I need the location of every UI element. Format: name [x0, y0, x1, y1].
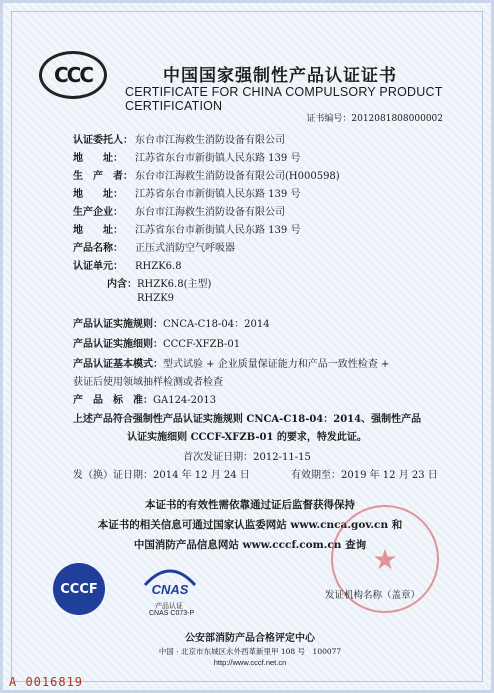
factory-row: [73, 203, 285, 218]
address3-label: 地 址：: [73, 225, 123, 236]
cccf-logo-text: CCCF: [60, 581, 98, 597]
contains-row: [107, 275, 211, 290]
seal-star-icon: ★: [372, 542, 398, 576]
product-value: 正压式消防空气呼吸器: [135, 243, 235, 254]
address2-value: 江苏省东台市新街镇人民东路 139 号: [135, 189, 301, 200]
address1-value: 江苏省东台市新街镇人民东路 139 号: [135, 153, 301, 164]
title-en: CERTIFICATE FOR CHINA COMPULSORY PRODUCT CERTIFICATION: [125, 85, 443, 113]
contains-value1: RHZK6.8(主型): [137, 279, 212, 290]
title-cn: 中国国家强制性产品认证证书: [163, 66, 397, 86]
cnas-logo: [141, 563, 199, 599]
address2-row: [73, 185, 300, 200]
mode-row-2: [73, 373, 223, 388]
certificate-number: 证书编号：2012081808000002: [306, 114, 443, 124]
applicant-row: [73, 131, 285, 146]
address1-row: [73, 149, 300, 164]
notice-line-1: 本证书的有效性需依靠通过证后监督获得保持: [145, 499, 355, 511]
unit-row: [73, 257, 182, 272]
notice-line-2: 本证书的相关信息可通过国家认监委网站 www.cnca.gov.cn 和: [97, 519, 403, 531]
rule-value: CNCA-C18-04：2014: [163, 319, 270, 330]
mode-row: [73, 355, 389, 370]
serial-number: A 0016819: [9, 675, 84, 689]
producer-value: 东台市江海救生消防设备有限公司(H000598): [135, 171, 340, 182]
rule-label: 产品认证实施规则：: [73, 319, 163, 330]
product-row: [73, 239, 235, 254]
mode-label: 产品认证基本模式：: [73, 359, 163, 370]
contains-label: 内含：: [107, 279, 137, 290]
unit-label: 认证单元：: [73, 261, 123, 272]
unit-value: RHZK6.8: [135, 261, 182, 272]
producer-row: [73, 167, 340, 182]
contains-value2: RHZK9: [137, 293, 175, 304]
cnas-caption-1: 产品认证: [155, 602, 183, 610]
statement-line-1: 上述产品符合强制性产品认证实施规则 CNCA-C18-04：2014、强制性产品: [72, 414, 422, 425]
product-label: 产品名称：: [73, 243, 123, 254]
issuer-org-name: 公安部消防产品合格评定中心: [185, 633, 315, 644]
address3-value: 江苏省东台市新街镇人民东路 139 号: [135, 225, 301, 236]
detail-value: CCCF-XFZB-01: [163, 339, 241, 350]
applicant-value: 东台市江海救生消防设备有限公司: [135, 135, 285, 146]
standard-value: GA124-2013: [153, 395, 217, 406]
cnas-caption-2: CNAS C073-P: [149, 610, 195, 617]
address2-label: 地 址：: [73, 189, 123, 200]
address1-label: 地 址：: [73, 153, 123, 164]
standard-row: [73, 391, 216, 406]
issue-date: 发（换）证日期：2014 年 12 月 24 日: [73, 470, 250, 481]
applicant-label: 认证委托人：: [73, 135, 133, 146]
first-issue-date: 首次发证日期：2012-11-15: [183, 452, 311, 463]
detail-row: [73, 335, 240, 350]
factory-value: 东台市江海救生消防设备有限公司: [135, 207, 285, 218]
mode-value1: 型式试验 + 企业质量保证能力和产品一致性检查 +: [163, 359, 390, 370]
address3-row: [73, 221, 300, 236]
statement-line-2: 认证实施细则 CCCF-XFZB-01 的要求，特发此证。: [127, 432, 367, 443]
issuer-address: 中国 · 北京市东城区永外西革新里甲 108 号 100077: [158, 647, 342, 656]
rule-row: [73, 315, 270, 330]
cnas-logo-text: CNAS: [151, 582, 189, 597]
mode-value2: 获证后使用领域抽样检测或者检查: [73, 377, 223, 388]
factory-label: 生产企业：: [73, 207, 123, 218]
ccc-logo: [39, 51, 107, 99]
ccc-logo-text: CCC: [53, 63, 93, 87]
detail-label: 产品认证实施细则：: [73, 339, 163, 350]
cccf-logo: [53, 563, 105, 615]
standard-label: 产 品 标 准：: [73, 395, 153, 406]
issuer-sign-label: 发证机构名称（盖章）: [325, 590, 421, 601]
expiry-date: 有效期至：2019 年 12 月 23 日: [291, 470, 438, 481]
issuer-website: http://www.cccf.net.cn: [213, 658, 287, 667]
producer-label: 生 产 者：: [73, 171, 133, 182]
contains-row-2: [137, 293, 174, 304]
notice-line-3: 中国消防产品信息网站 www.cccf.com.cn 查询: [133, 539, 367, 551]
